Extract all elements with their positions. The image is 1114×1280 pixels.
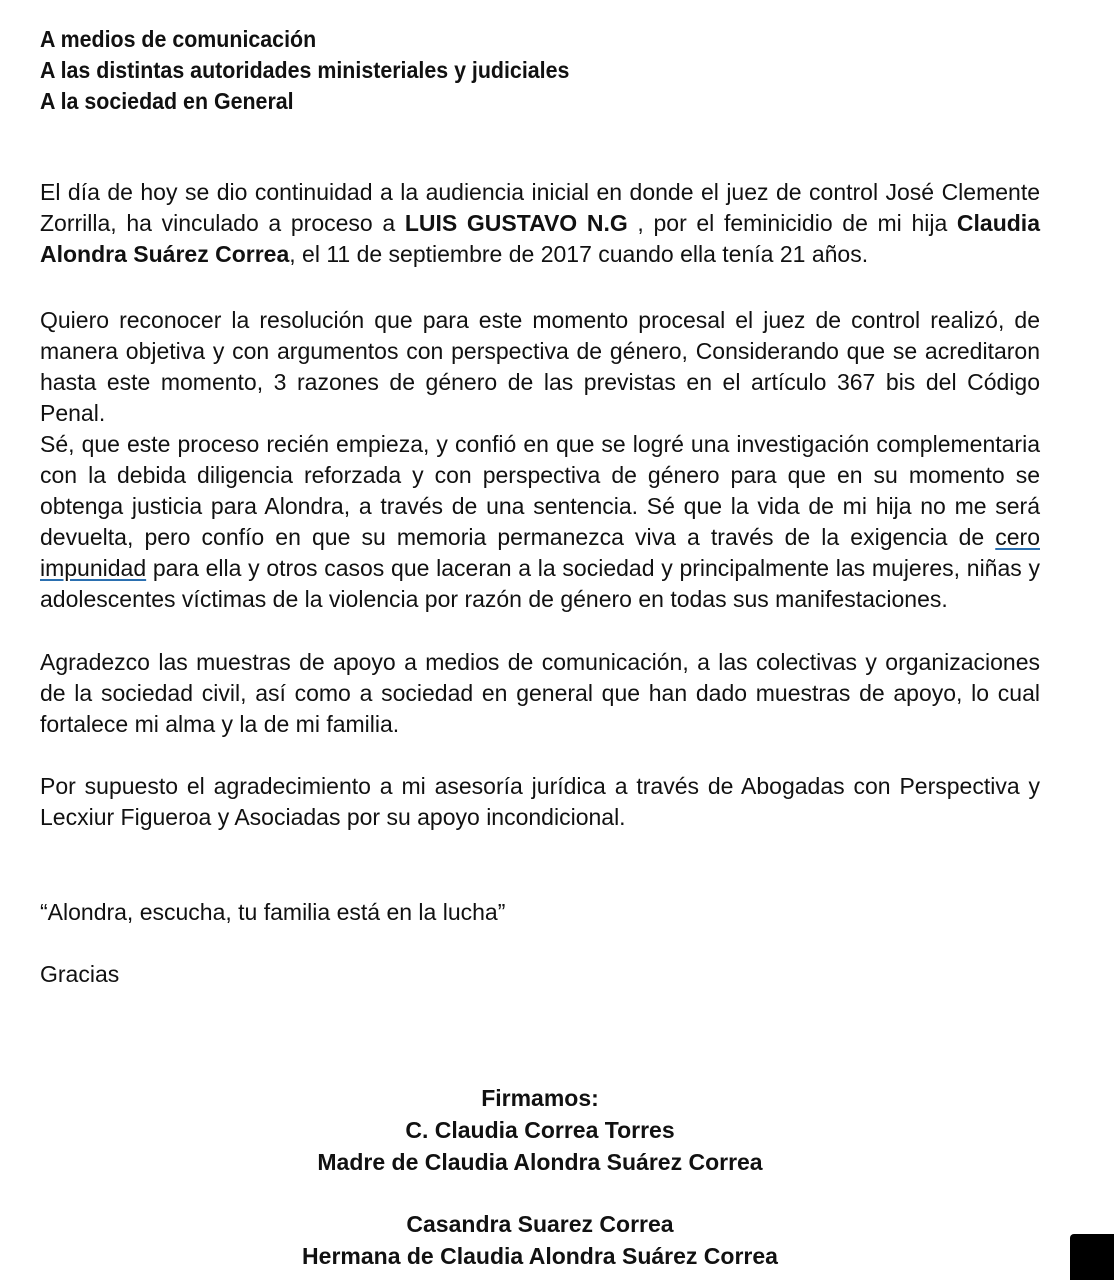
paragraph-text: El día de hoy se dio continuidad a la audiencia inicial en donde el juez de control José Clemente Zorrilla, ha vinculado a proceso a [40,179,1040,236]
paragraph-text: , el 11 de septiembre de 2017 cuando ella tenía 21 años. [289,241,869,267]
paragraph-text: Sé, que este proceso recién empieza, y confió en que se logré una investigación complementaria con la debida diligencia reforzada y con perspectiva de género para que en su momento se obtenga justicia para Alondra, a través de una sentencia. Sé que la vida de mi hija no me será devuelta, pero confío en que su memoria permanezca viva a través de la exigencia de [40,431,1040,550]
accused-name: LUIS GUSTAVO N.G [404,210,628,236]
signer-role: Hermana de Claudia Alondra Suárez Correa [302,1243,778,1269]
addressee-line: A la sociedad en General [40,88,294,114]
paragraph-resolution [40,305,1040,429]
paragraph-gratitude [40,647,1040,740]
paragraph-hearing [40,177,1040,270]
signer-name: Casandra Suarez Correa [406,1211,674,1237]
paragraph-text: Por supuesto el agradecimiento a mi asesoría jurídica a través de Abogadas con Perspectiva y Lecxiur Figueroa y Asociadas por su apoyo incondicional. [40,773,1040,830]
underlined-phrase: cero impunidad [40,524,1040,581]
paragraph-text: , por el feminicidio de mi hija [627,210,957,236]
addressee-line: A medios de comunicación [40,26,317,52]
closing-line: Gracias [40,961,120,987]
victim-name: Claudia Alondra Suárez Correa [40,210,1040,267]
signature-block [0,1082,1080,1272]
signer-role: Madre de Claudia Alondra Suárez Correa [317,1149,763,1175]
paragraph-text: Quiero reconocer la resolución que para este momento procesal el juez de control realizó, de manera objetiva y con argumentos con perspectiva de género, Considerando que se acreditaron hasta este momento, 3 razones de género de las previstas en el artículo 367 bis del Código Penal. [40,307,1040,426]
paragraph-legal-counsel [40,771,1040,833]
addressee-line: A las distintas autoridades ministeriales y judiciales [40,57,570,83]
signature-spacer [0,1178,1080,1208]
paragraph-text: Agradezco las muestras de apoyo a medios de comunicación, a las colectivas y organizaciones de la sociedad civil, así como a sociedad en general que han dado muestras de apoyo, lo cual fortalece mi alma y la de mi familia. [40,649,1040,737]
signer-name: C. Claudia Correa Torres [405,1117,675,1143]
signature-heading: Firmamos: [481,1085,599,1111]
paragraph-text: para ella y otros casos que laceran a la sociedad y principalmente las mujeres, niñas y adolescentes víctimas de la violencia por razón de género en todas sus manifestaciones. [40,555,1040,612]
quote-line: “Alondra, escucha, tu familia está en la lucha” [40,899,506,925]
paragraph-process [40,429,1040,615]
corner-block [1070,1234,1114,1280]
addressee-block [40,24,970,117]
